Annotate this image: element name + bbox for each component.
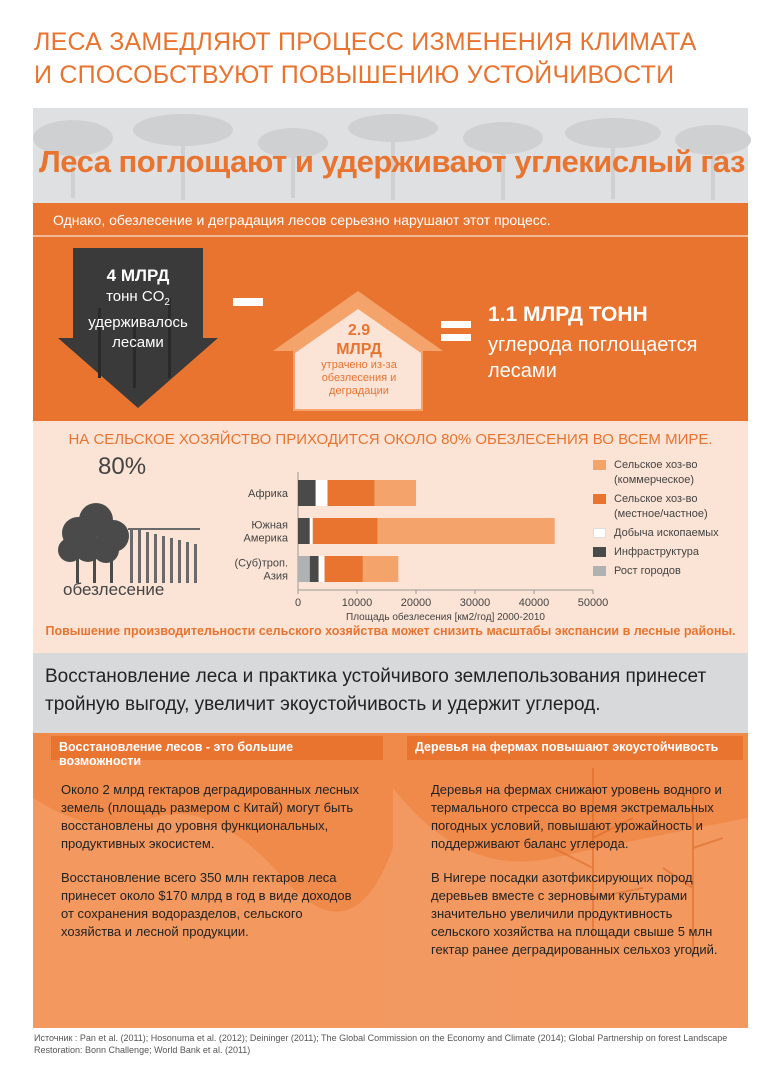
forest-deforestation-icon xyxy=(48,488,208,583)
lost-line3: деградации xyxy=(329,385,389,397)
legend-item xyxy=(593,564,743,579)
carbon-subtitle: Однако, обезлесение и деградация лесов серьезно нарушают этот процесс. xyxy=(53,212,551,228)
x-tick-label: 0 xyxy=(294,597,302,609)
lost-value: 2.9 xyxy=(347,322,371,339)
category-label: Азия xyxy=(263,570,288,583)
bar-segment xyxy=(310,556,319,582)
x-tick-label: 20000 xyxy=(400,597,432,609)
legend-label: Инфраструктура xyxy=(614,546,700,558)
minus-sign xyxy=(233,298,263,306)
bar-segment xyxy=(375,480,416,506)
category-label: Африка xyxy=(248,488,288,500)
stored-carbon-text xyxy=(58,266,218,353)
lost-line1: утрачено из-за xyxy=(321,359,397,371)
result-line1: углерода поглощается xyxy=(488,334,698,356)
stored-line3: удерживалось xyxy=(88,314,188,331)
legend-swatch xyxy=(593,528,606,538)
restoration-p2: Восстановление всего 350 млн гектаров леса принесет около $170 млрд в год в виде доходов от сохранения водоразделов, сельского хозяйства и лесной продукции. xyxy=(61,870,352,939)
deforestation-bar-chart xyxy=(234,458,609,628)
x-tick-label: 50000 xyxy=(577,597,609,609)
result-line2: лесами xyxy=(488,360,557,382)
farm-trees-p2: В Нигере посадки азотфиксирующих пород деревьев вместе с зерновыми культурами значительно увеличили продуктивность сельского хозяйства на площади свыше 5 млн гектар ранее деградированных сельхоз угодий. xyxy=(431,870,718,957)
stored-value: 4 МЛРД xyxy=(106,266,170,285)
lost-carbon-text xyxy=(291,321,427,398)
result-value: 1.1 МЛРД ТОНН xyxy=(488,303,648,326)
legend-swatch xyxy=(593,460,606,470)
equals-sign-top xyxy=(441,321,471,328)
legend-swatch xyxy=(593,547,606,557)
bar-segment xyxy=(313,518,378,544)
restoration-col-text xyxy=(61,781,361,957)
result-text xyxy=(488,303,697,384)
legend-item xyxy=(593,545,743,560)
bar-segment xyxy=(325,556,363,582)
stored-sub: 2 xyxy=(164,297,170,308)
bar-segment xyxy=(298,556,310,582)
restoration-banner: Восстановление леса и практика устойчивого землепользования принесет тройную выгоду, увеличит экоустойчивость и удержит углерод. xyxy=(45,666,707,715)
legend-item xyxy=(593,492,743,522)
main-title xyxy=(34,26,754,92)
bar-segment xyxy=(328,480,375,506)
main-title-line1: ЛЕСА ЗАМЕДЛЯЮТ ПРОЦЕСС ИЗМЕНЕНИЯ КЛИМАТА xyxy=(34,28,697,56)
section-heading: Леса поглощают и удерживают углекислый газ xyxy=(39,144,745,179)
lost-unit: МЛРД xyxy=(336,341,382,358)
deforestation-label: обезлесение xyxy=(63,580,165,599)
chart-legend xyxy=(593,458,743,583)
category-label: Америка xyxy=(243,532,288,545)
legend-label: Добыча ископаемых xyxy=(614,527,719,539)
legend-swatch xyxy=(593,566,606,576)
stored-line4: лесами xyxy=(112,334,164,351)
agriculture-note: Повышение производительности сельского хозяйства может снизить масштабы экспансии в лесные районы. xyxy=(45,624,736,638)
farm-trees-p1: Деревья на фермах снижают уровень водного и термального стресса во время экстремальных погодных условий, повышают урожайность и поддерживают баланс углерода. xyxy=(431,782,722,851)
main-title-line2: И СПОСОБСТВУЮТ ПОВЫШЕНИЮ УСТОЙЧИВОСТИ xyxy=(34,61,675,89)
legend-swatch xyxy=(593,494,606,504)
x-tick-label: 10000 xyxy=(341,597,373,609)
equals-sign-bottom xyxy=(441,334,471,341)
category-label: (Суб)троп. xyxy=(234,557,288,570)
bar-segment xyxy=(378,518,555,544)
legend-label: Сельское хоз-во (коммерческое) xyxy=(614,459,698,486)
legend-label: Рост городов xyxy=(614,565,681,577)
stored-line2: тонн CO xyxy=(106,288,165,305)
x-axis-title: Площадь обезлесения [км2/год] 2000-2010 xyxy=(346,612,545,623)
agriculture-heading: НА СЕЛЬСКОЕ ХОЗЯЙСТВО ПРИХОДИТСЯ ОКОЛО 80% ОБЕЗЛЕСЕНИЯ ВО ВСЕМ МИРЕ. xyxy=(68,431,713,448)
legend-label: Сельское хоз-во (местное/частное) xyxy=(614,493,708,520)
farm-trees-col-heading: Деревья на фермах повышают экоустойчивость xyxy=(407,736,743,760)
x-tick-label: 40000 xyxy=(518,597,550,609)
bar-segment xyxy=(363,556,398,582)
agriculture-percent: 80% xyxy=(98,453,147,480)
bar-segment xyxy=(298,480,316,506)
lost-line2: обезлесения и xyxy=(321,372,397,384)
bar-segment xyxy=(298,518,310,544)
source-footnote: Источник : Pan et al. (2011); Hosonuma et al. (2012); Deininger (2011); The Global Commission on the Economy and Climate (2014); Global Partnership on forest Landscape Restoration: Bonn Challenge; World Bank et al. (2011) xyxy=(34,1033,728,1055)
restoration-col-heading: Восстановление лесов - это большие возможности xyxy=(51,736,383,760)
bar-segment xyxy=(310,518,313,544)
legend-item xyxy=(593,526,743,541)
category-label: Южная xyxy=(251,519,288,532)
bar-segment xyxy=(316,480,328,506)
legend-item xyxy=(593,458,743,488)
infographic-panel xyxy=(33,108,748,1028)
x-tick-label: 30000 xyxy=(459,597,491,609)
restoration-p1: Около 2 млрд гектаров деградированных лесных земель (площадь размером с Китай) могут быть восстановлены до уровня функциональных, продуктивных экосистем. xyxy=(61,782,359,851)
farm-trees-col-text xyxy=(431,781,731,975)
bar-segment xyxy=(319,556,325,582)
divider xyxy=(33,235,748,237)
